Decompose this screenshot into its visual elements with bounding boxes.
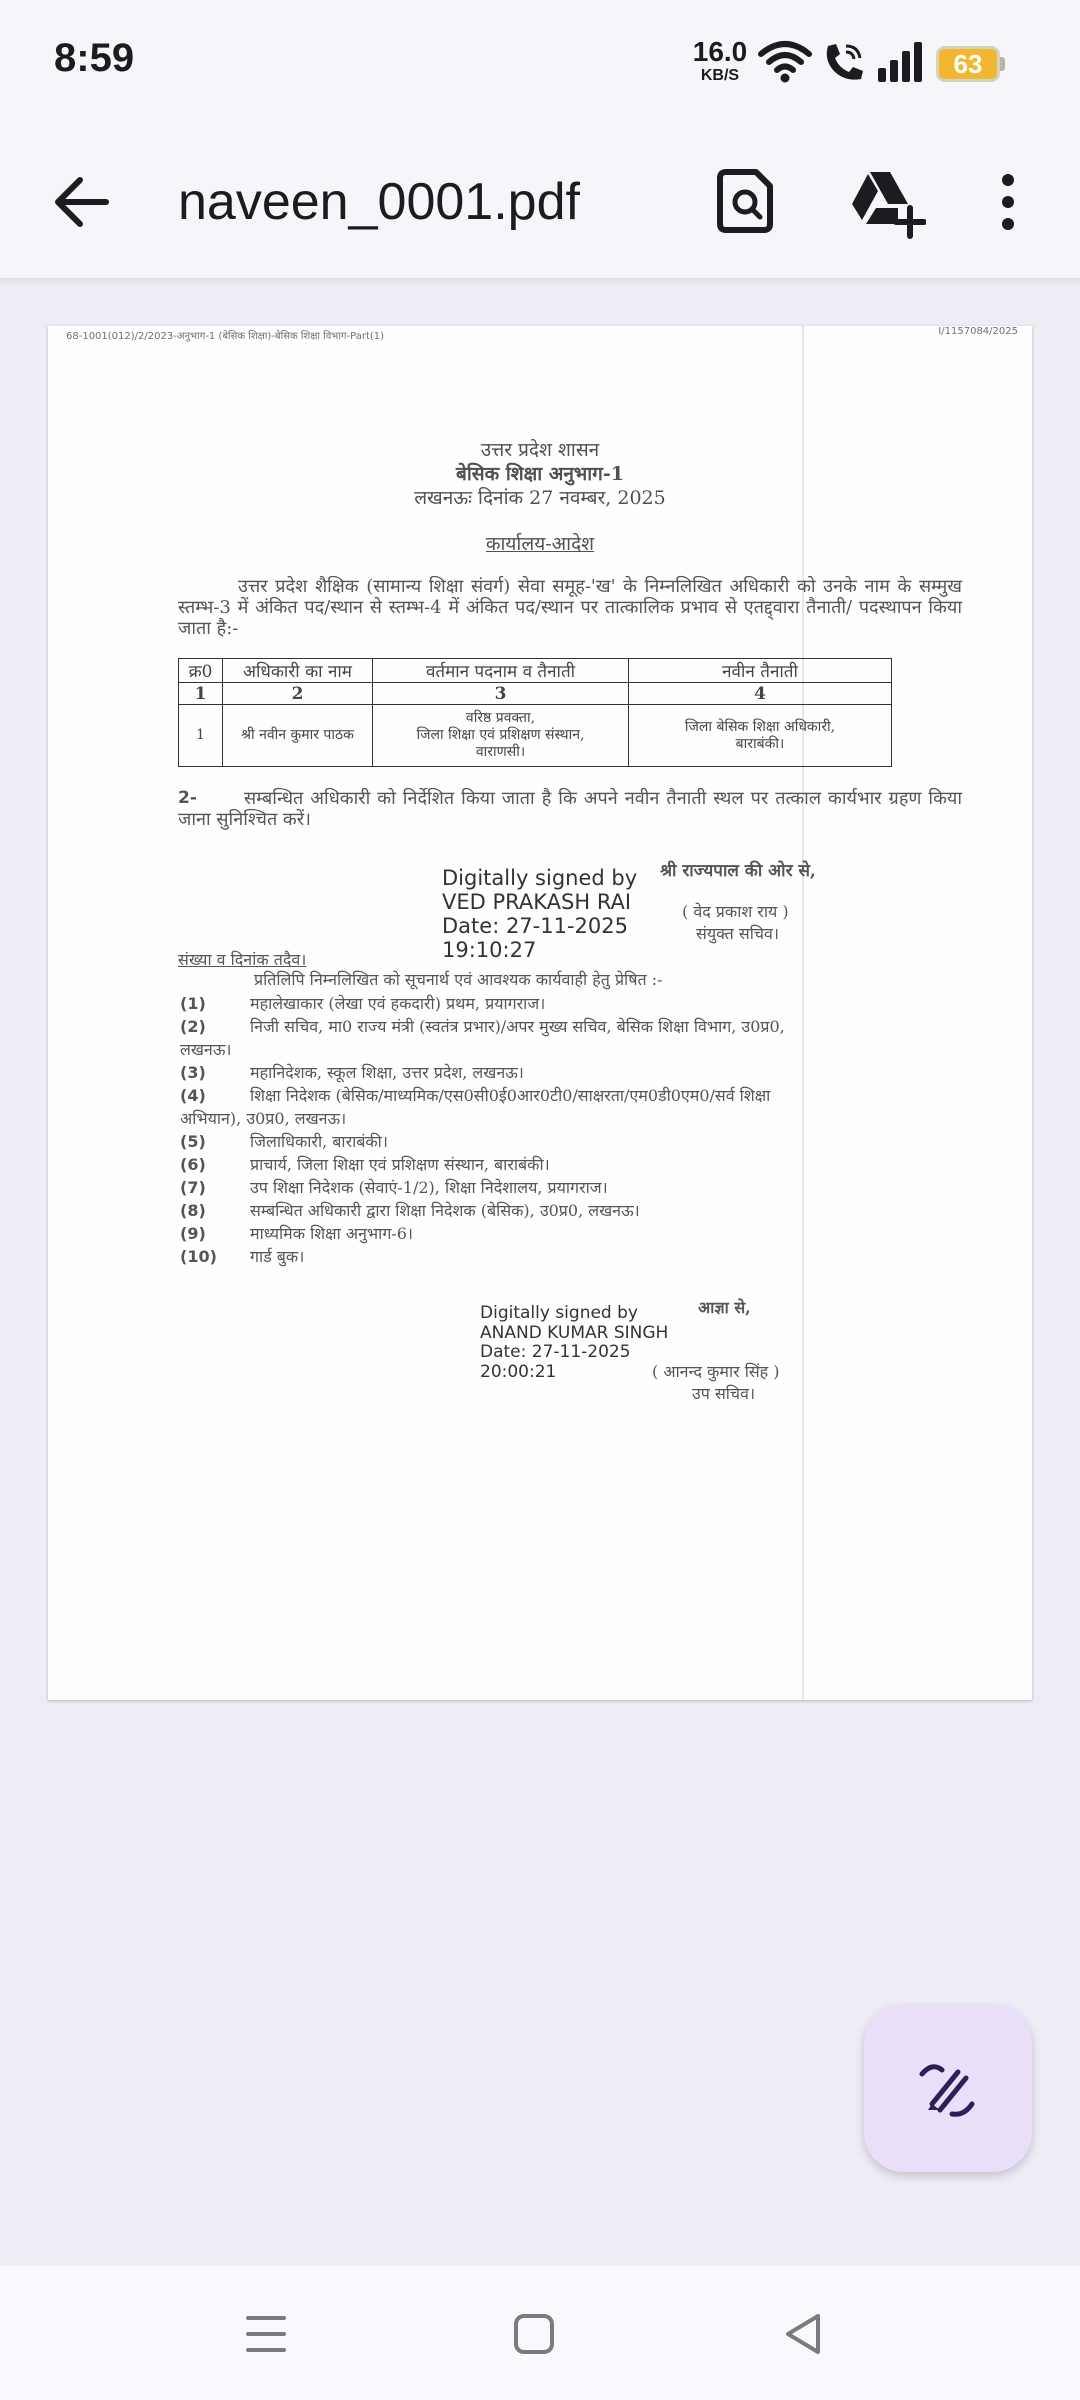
system-navigation-bar: [0, 2266, 1080, 2400]
on-behalf-line: श्री राज्यपाल की ओर से,: [660, 861, 816, 881]
edit-pen-icon: [918, 2058, 978, 2118]
paragraph-number: 2-: [178, 788, 197, 808]
list-item: [180, 1245, 304, 1267]
list-item-number: (8): [180, 1201, 206, 1220]
list-item: [180, 1061, 524, 1083]
signature-line: Date: 27-11-2025: [480, 1342, 631, 1363]
more-options-button[interactable]: [990, 166, 1026, 238]
signer-2-title: उप सचिव।: [692, 1384, 756, 1403]
list-item: [180, 1153, 550, 1175]
list-item-text: प्राचार्य, जिला शिक्षा एवं प्रशिक्षण संस्थान, बाराबंकी।: [250, 1155, 550, 1174]
government-heading: उत्तर प्रदेश शासन: [480, 439, 600, 461]
list-item: [180, 1176, 608, 1198]
signal-icon: [876, 40, 924, 84]
digital-signature-1: [442, 866, 637, 963]
search-in-document-button[interactable]: [710, 162, 782, 242]
list-item-text: गार्ड बुक।: [250, 1247, 305, 1266]
list-item-text: महालेखाकार (लेखा एवं हकदारी) प्रथम, प्रयागराज।: [250, 994, 546, 1013]
wifi-icon: [758, 40, 812, 84]
app-bar-shadow: [0, 278, 1080, 286]
list-item: [180, 1038, 231, 1060]
signature-line: Digitally signed by: [442, 866, 638, 890]
home-icon: [506, 2306, 562, 2362]
table-col-number: 1: [179, 683, 223, 705]
edit-fab-button[interactable]: [864, 2004, 1032, 2172]
digital-signature-2: [480, 1304, 668, 1382]
copy-reference: संख्या व दिनांक तदैव।: [178, 950, 307, 969]
home-button[interactable]: [506, 2306, 562, 2362]
list-item-text: महानिदेशक, स्कूल शिक्षा, उत्तर प्रदेश, लखनऊ।: [250, 1063, 524, 1082]
list-item-number: (9): [180, 1224, 206, 1243]
table-cell-current-post: [373, 705, 629, 767]
list-item: [180, 1107, 346, 1129]
back-button[interactable]: [46, 166, 118, 238]
new-posting-line: जिला बेसिक शिक्षा अधिकारी,: [684, 718, 836, 735]
network-speed: [690, 38, 750, 84]
list-item: [180, 1015, 785, 1037]
nav-back-button[interactable]: [776, 2306, 832, 2362]
pdf-page[interactable]: [48, 326, 1032, 1700]
list-item-number: (5): [180, 1132, 206, 1151]
list-item: [180, 1222, 413, 1244]
app-bar: [0, 126, 1080, 278]
instruction-paragraph: सम्बन्धित अधिकारी को निर्देशित किया जाता है कि अपने नवीन तैनाती स्थल पर तत्काल कार्यभार ग्रहण किया जाना सुनिश्चित करें।: [178, 788, 962, 830]
battery-icon: [936, 46, 1006, 82]
list-item-text: निजी सचिव, मा0 राज्य मंत्री (स्वतंत्र प्रभार)/अपर मुख्य सचिव, बेसिक शिक्षा विभाग, उ0प्र0,: [250, 1017, 785, 1036]
network-speed-value: 16.0: [692, 36, 748, 67]
status-bar: [0, 0, 1080, 126]
current-post-line: वरिष्ठ प्रवक्ता,: [465, 710, 536, 726]
network-speed-unit: KB/S: [700, 67, 740, 84]
list-item: [180, 1130, 388, 1152]
section-heading: बेसिक शिक्षा अनुभाग-1: [456, 463, 624, 485]
list-item: [180, 992, 545, 1014]
new-posting-line: बाराबंकी।: [735, 735, 785, 752]
signature-line: Date: 27-11-2025: [442, 914, 628, 939]
list-item-number: (7): [180, 1178, 206, 1197]
list-item-number: (1): [180, 994, 206, 1013]
copy-intro: प्रतिलिपि निम्नलिखित को सूचनार्थ एवं आवश्यक कार्यवाही हेतु प्रेषित :-: [254, 970, 663, 989]
date-line: लखनऊः दिनांक 27 नवम्बर, 2025: [414, 487, 666, 509]
back-icon: [776, 2306, 832, 2362]
table-col-number: 2: [223, 683, 373, 705]
list-item-text: सम्बन्धित अधिकारी द्वारा शिक्षा निदेशक (बेसिक), उ0प्र0, लखनऊ।: [250, 1201, 640, 1220]
list-item-number: (3): [180, 1063, 206, 1082]
current-post-line: जिला शिक्षा एवं प्रशिक्षण संस्थान,: [416, 727, 585, 743]
save-to-drive-button[interactable]: [846, 164, 926, 240]
document-reference-number: I/1157084/2025: [938, 326, 1018, 337]
table-header-sno: क्र0: [179, 659, 223, 683]
signature-line: 20:00:21: [480, 1361, 557, 1382]
list-item-text: जिलाधिकारी, बाराबंकी।: [250, 1132, 388, 1151]
back-arrow-icon: [46, 166, 118, 238]
table-row: [179, 705, 892, 767]
signature-line: ANAND KUMAR SINGH: [480, 1322, 669, 1343]
table-cell-name: श्री नवीन कुमार पाठक: [223, 705, 373, 767]
table-cell-sno: 1: [179, 705, 223, 767]
list-item: [180, 1199, 640, 1221]
signer-1-title: संयुक्त सचिव।: [696, 924, 779, 943]
document-file-number: 68-1001(012)/2/2023-अनुभाग-1 (बेसिक शिक्षा)-बेसिक शिक्षा विभाग-Part(1): [66, 331, 385, 342]
list-item-text: उप शिक्षा निदेशक (सेवाएं-1/2), शिक्षा निदेशालय, प्रयागराज।: [250, 1178, 608, 1197]
search-in-document-icon: [710, 162, 782, 242]
current-post-line: वाराणसी।: [475, 744, 526, 760]
by-order-line: आज्ञा से,: [698, 1298, 751, 1317]
signature-line: Digitally signed by: [480, 1303, 638, 1323]
list-item-text: माध्यमिक शिक्षा अनुभाग-6।: [250, 1224, 413, 1243]
list-item: [180, 1084, 770, 1106]
signature-line: 19:10:27: [442, 938, 537, 963]
battery-level: 63: [953, 49, 983, 79]
posting-table: [178, 658, 892, 767]
list-item-number: (10): [180, 1247, 217, 1266]
order-paragraph: उत्तर प्रदेश शैक्षिक (सामान्य शिक्षा संवर्ग) सेवा समूह-'ख' के निम्नलिखित अधिकारी को उनके नाम के सम्मुख स्तम्भ-3 में अंकित पद/स्थान से स्तम्भ-4 में अंकित पद/स्थान पर तात्कालिक प्रभाव से एतद्द्वारा तैनाती/ पदस्थापन किया जाता है:-: [178, 576, 962, 639]
list-item-number: (4): [180, 1086, 206, 1105]
recents-icon: [238, 2306, 294, 2362]
more-vert-icon: [990, 166, 1026, 238]
order-title: कार्यालय-आदेश: [485, 533, 595, 555]
document-title: naveen_0001.pdf: [178, 173, 580, 231]
list-item-text: शिक्षा निदेशक (बेसिक/माध्यमिक/एस0सी0ई0आर0टी0/साक्षरता/एम0डी0एम0/सर्व शिक्षा: [250, 1086, 771, 1105]
table-header-current-post: वर्तमान पदनाम व तैनाती: [373, 659, 629, 683]
list-item-number: (2): [180, 1017, 206, 1036]
table-col-number: 3: [373, 683, 629, 705]
table-header-name: अधिकारी का नाम: [223, 659, 373, 683]
table-cell-new-posting: [629, 705, 892, 767]
signer-2-name: ( आनन्द कुमार सिंह ): [652, 1362, 780, 1381]
list-item-text: अभियान), उ0प्र0, लखनऊ।: [180, 1109, 347, 1128]
table-header-new-posting: नवीन तैनाती: [629, 659, 892, 683]
status-time: 8:59: [54, 36, 135, 80]
drive-add-icon: [846, 164, 926, 240]
signature-line: VED PRAKASH RAI: [442, 890, 632, 915]
wifi-call-icon: [822, 40, 868, 84]
table-col-number: 4: [629, 683, 892, 705]
list-item-number: (6): [180, 1155, 206, 1174]
signer-1-name: ( वेद प्रकाश राय ): [682, 902, 789, 921]
list-item-text: लखनऊ।: [180, 1040, 232, 1059]
recents-button[interactable]: [238, 2306, 294, 2362]
